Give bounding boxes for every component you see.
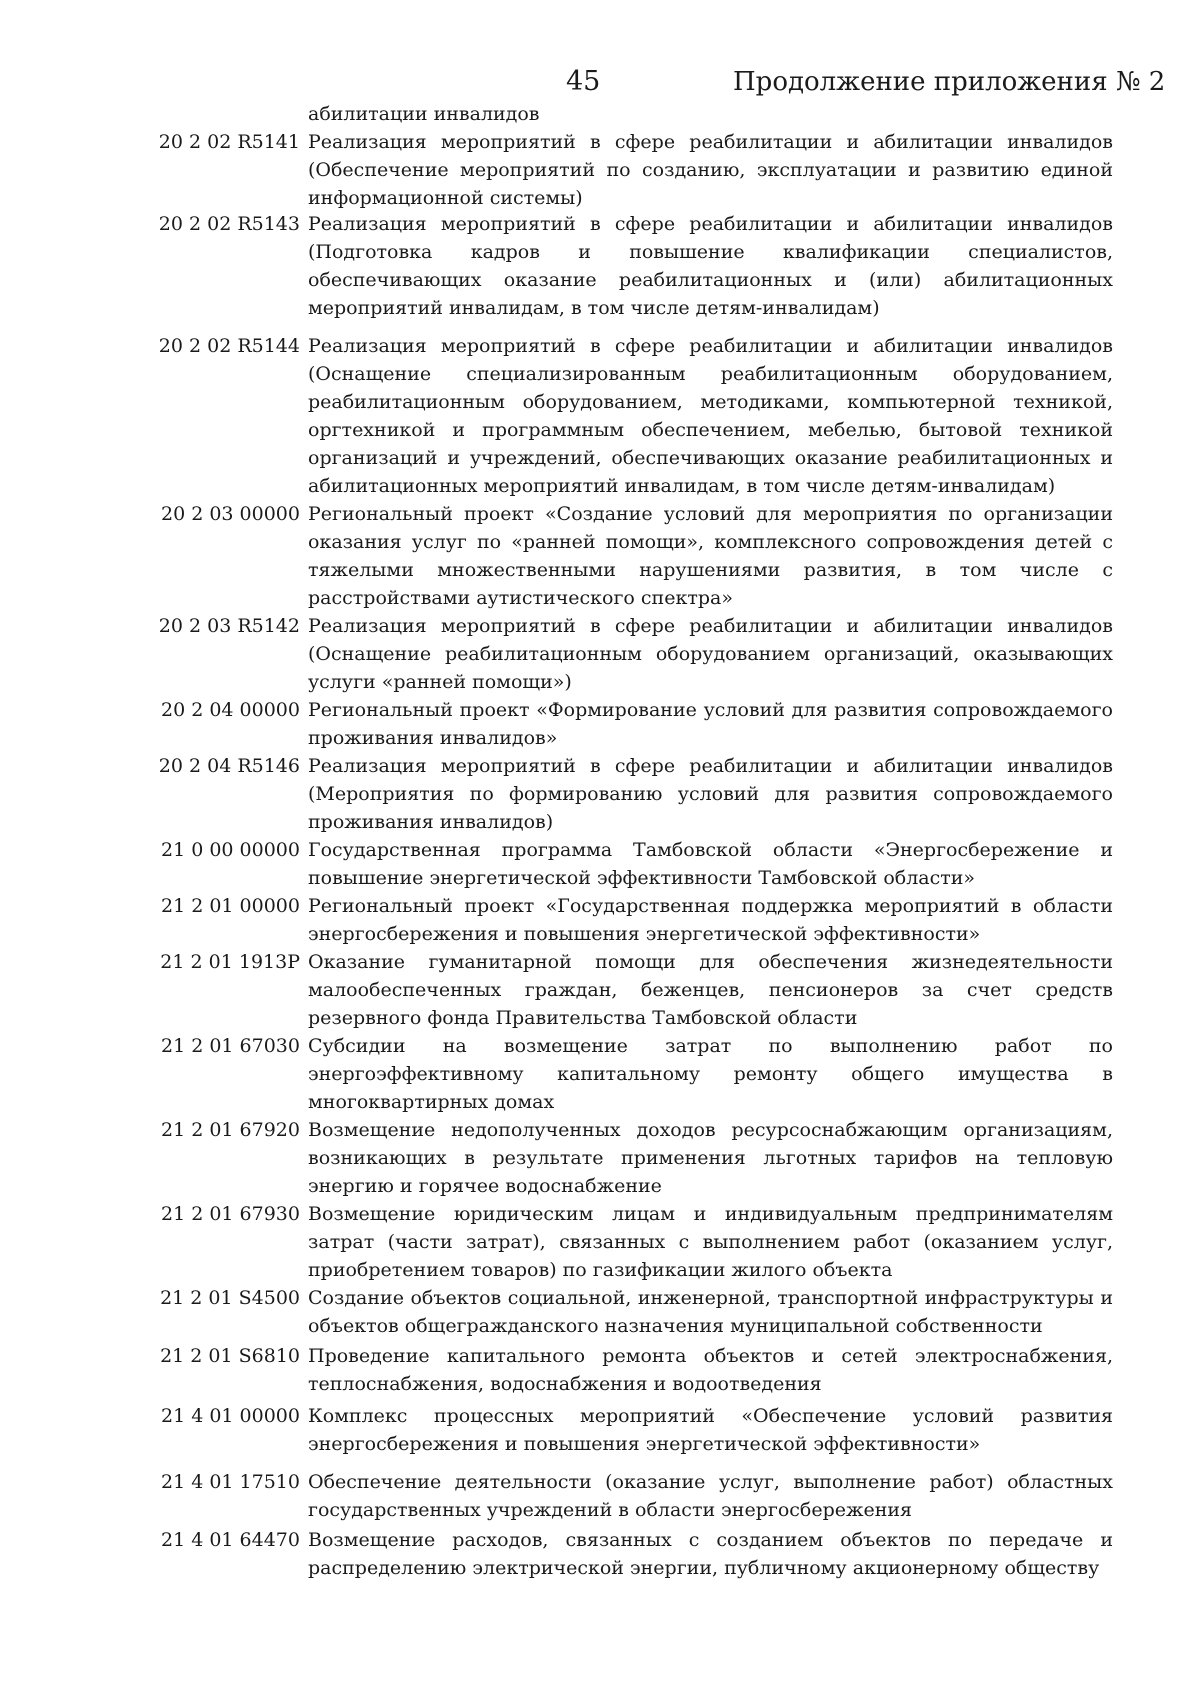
classification-description: Возмещение расходов, связанных с созданием объектов по передаче и распределению электрической энергии, публичному акционерному обществу [308, 1529, 1113, 1579]
classification-description: Комплекс процессных мероприятий «Обеспечение условий развития энергосбережения и повышения энергетической эффективности» [308, 1405, 1113, 1455]
classification-code: 21 2 01 67920 [160, 1119, 300, 1141]
classification-description: Проведение капитального ремонта объектов и сетей электроснабжения, теплоснабжения, водоснабжения и водоотведения [308, 1345, 1113, 1395]
classification-code: 21 2 01 00000 [160, 895, 300, 917]
classification-code: 21 2 01 67930 [160, 1203, 300, 1225]
classification-code: 21 2 01 67030 [160, 1035, 300, 1057]
classification-code: 21 4 01 17510 [160, 1471, 300, 1493]
classification-description: Реализация мероприятий в сфере реабилитации и абилитации инвалидов (Оснащение реабилитационным оборудованием организаций, оказывающих услуги «ранней помощи») [308, 615, 1113, 693]
classification-code: 20 2 02 R5141 [158, 131, 300, 153]
classification-code: 21 2 01 S6810 [160, 1345, 300, 1367]
classification-description: абилитации инвалидов [308, 103, 540, 125]
classification-description: Возмещение недополученных доходов ресурсоснабжающим организациям, возникающих в результате применения льготных тарифов на тепловую энергию и горячее водоснабжение [308, 1119, 1113, 1197]
classification-code: 21 0 00 00000 [160, 839, 300, 861]
classification-code: 20 2 02 R5144 [158, 335, 300, 357]
classification-description: Государственная программа Тамбовской области «Энергосбережение и повышение энергетической эффективности Тамбовской области» [308, 839, 1113, 889]
classification-code: 21 2 01 S4500 [160, 1287, 300, 1309]
classification-code: 20 2 04 R5146 [158, 755, 300, 777]
classification-code: 20 2 02 R5143 [158, 213, 300, 235]
classification-code: 21 4 01 00000 [160, 1405, 300, 1427]
classification-description: Реализация мероприятий в сфере реабилитации и абилитации инвалидов (Мероприятия по формированию условий для развития сопровождаемого проживания инвалидов) [308, 755, 1113, 833]
classification-description: Оказание гуманитарной помощи для обеспечения жизнедеятельности малообеспеченных граждан, беженцев, пенсионеров за счет средств резервного фонда Правительства Тамбовской области [308, 951, 1113, 1029]
classification-code: 20 2 04 00000 [160, 699, 300, 721]
classification-code: 21 2 01 1913Р [160, 951, 300, 973]
appendix-continuation-heading: Продолжение приложения № 2 [733, 67, 1166, 97]
classification-code: 20 2 03 00000 [160, 503, 300, 525]
classification-description: Возмещение юридическим лицам и индивидуальным предпринимателям затрат (части затрат), связанных с выполнением работ (оказанием услуг, приобретением товаров) по газификации жилого объекта [308, 1203, 1113, 1281]
classification-code: 21 4 01 64470 [160, 1529, 300, 1551]
classification-description: Создание объектов социальной, инженерной, транспортной инфраструктуры и объектов общегражданского назначения муниципальной собственности [308, 1287, 1113, 1337]
classification-description: Реализация мероприятий в сфере реабилитации и абилитации инвалидов (Оснащение специализированным реабилитационным оборудованием, реабилитационным оборудованием, методиками, компьютерной техникой, оргтехникой и программным обеспечением, мебелью, бытовой техникой организаций и учреждений, обеспечивающих оказание реабилитационных и абилитационных мероприятий инвалидам, в том числе детям-инвалидам) [308, 335, 1113, 497]
page-number: 45 [566, 66, 601, 97]
classification-description: Субсидии на возмещение затрат по выполнению работ по энергоэффективному капитальному ремонту общего имущества в многоквартирных домах [308, 1035, 1113, 1113]
classification-description: Региональный проект «Государственная поддержка мероприятий в области энергосбережения и повышения энергетической эффективности» [308, 895, 1113, 945]
classification-description: Региональный проект «Формирование условий для развития сопровождаемого проживания инвалидов» [308, 699, 1113, 749]
classification-description: Реализация мероприятий в сфере реабилитации и абилитации инвалидов (Подготовка кадров и повышение квалификации специалистов, обеспечивающих оказание реабилитационных и (или) абилитационных мероприятий инвалидам, в том числе детям-инвалидам) [308, 213, 1113, 319]
classification-description: Региональный проект «Создание условий для мероприятия по организации оказания услуг по «ранней помощи», комплексного сопровождения детей с тяжелыми множественными нарушениями развития, в том числе с расстройствами аутистического спектра» [308, 503, 1113, 609]
classification-code: 20 2 03 R5142 [158, 615, 300, 637]
classification-description: Реализация мероприятий в сфере реабилитации и абилитации инвалидов (Обеспечение мероприятий по созданию, эксплуатации и развитию единой информационной системы) [308, 131, 1113, 209]
classification-description: Обеспечение деятельности (оказание услуг, выполнение работ) областных государственных учреждений в области энергосбережения [308, 1471, 1113, 1521]
